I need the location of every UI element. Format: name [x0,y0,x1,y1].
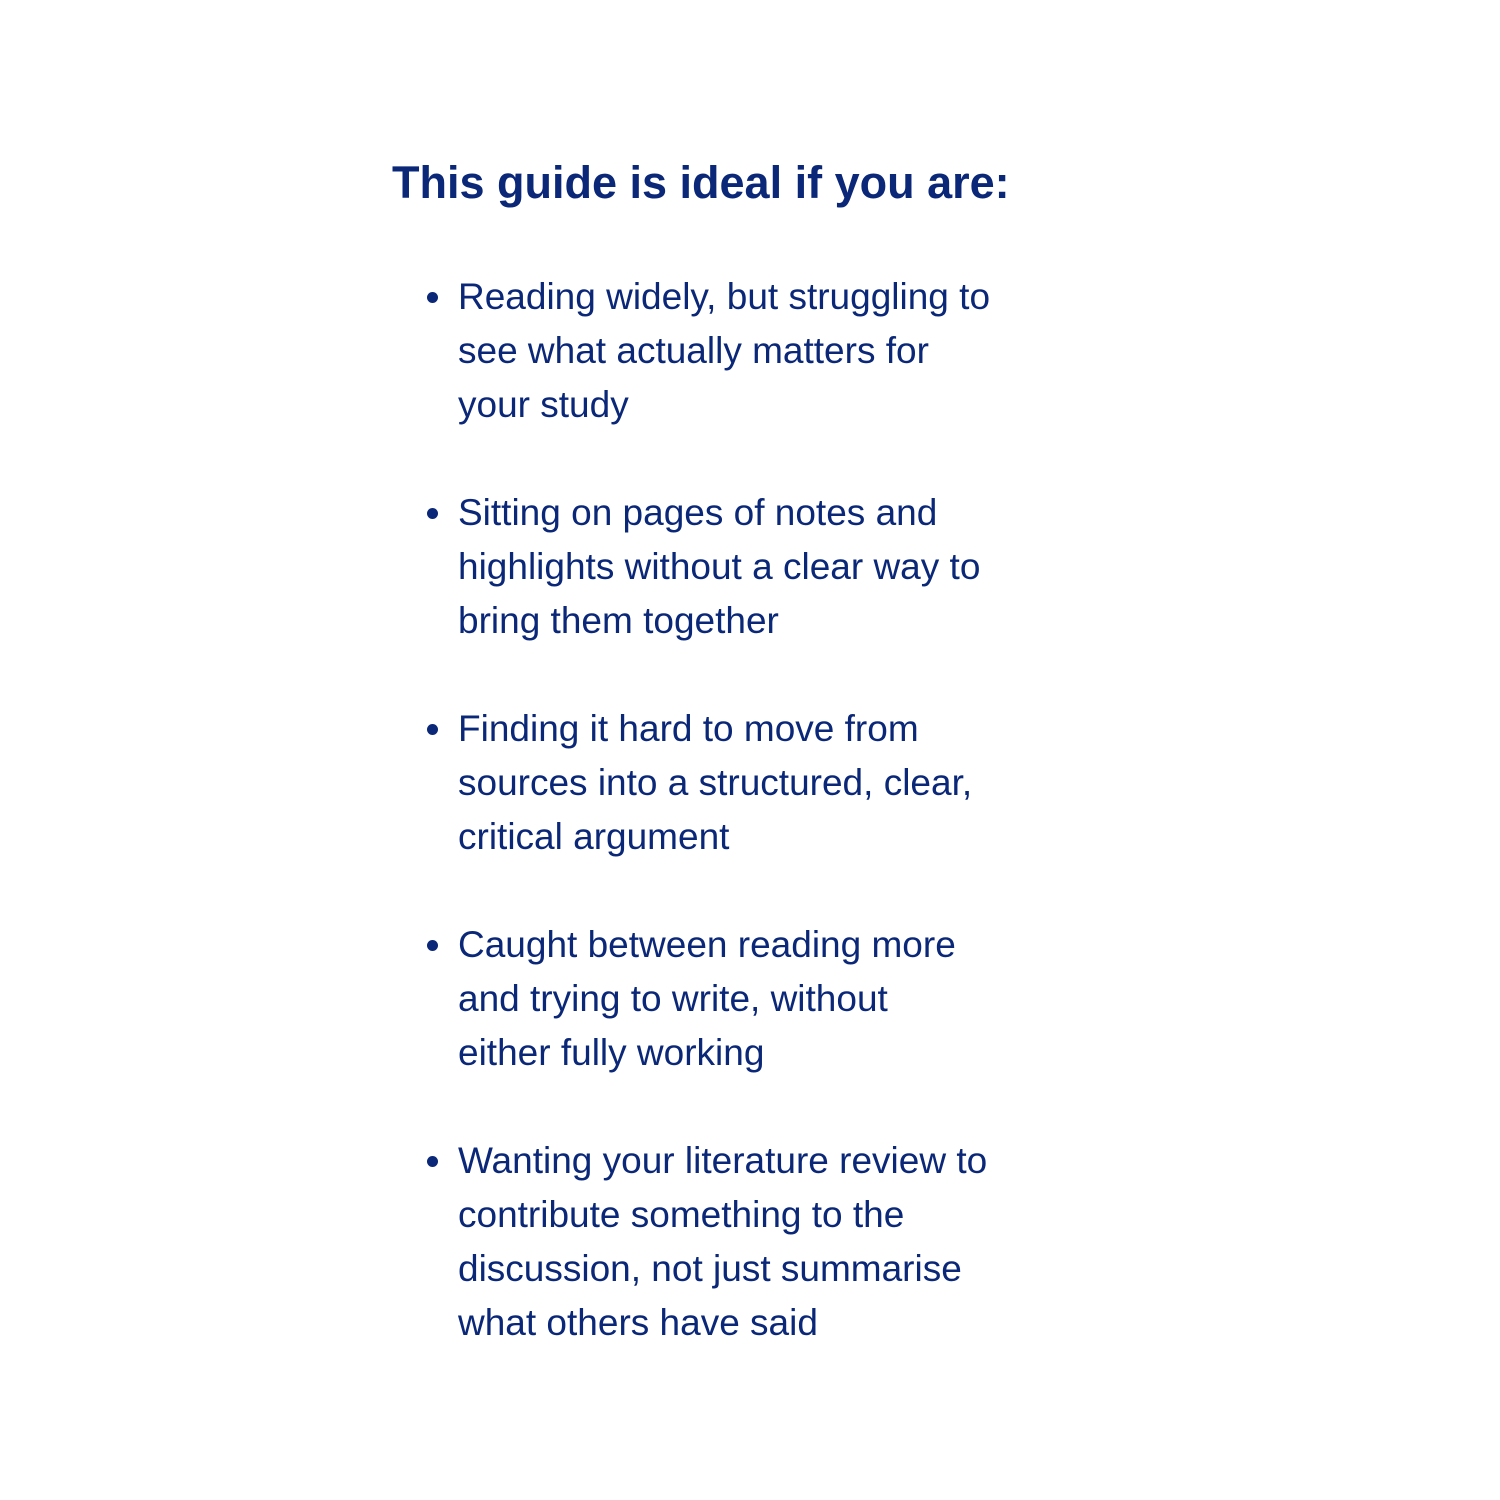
list-item-line: Caught between reading more [458,924,956,965]
list-item-line: see what actually matters for [458,330,929,371]
page-heading: This guide is ideal if you are: [392,157,1010,208]
list-item-line: discussion, not just summarise [458,1248,962,1289]
audience-list [426,270,1126,1350]
list-item-line: bring them together [458,600,779,641]
bullet-dot-icon [427,1156,438,1167]
list-item-line: Reading widely, but struggling to [458,276,991,317]
list-item [426,486,1126,648]
list-item-line: contribute something to the [458,1194,905,1235]
list-item-line: either fully working [458,1032,765,1073]
list-item-line: Finding it hard to move from [458,708,919,749]
bullet-dot-icon [427,508,438,519]
list-item-line: critical argument [458,816,730,857]
bullet-dot-icon [427,292,438,303]
list-item [426,270,1126,432]
bullet-dot-icon [427,724,438,735]
list-item-line: highlights without a clear way to [458,546,981,587]
list-item-line: and trying to write, without [458,978,888,1019]
list-item-line: Sitting on pages of notes and [458,492,938,533]
list-item-line: what others have said [458,1302,818,1343]
list-item-line: Wanting your literature review to [458,1140,988,1181]
list-item [426,1134,1126,1350]
list-item [426,918,1126,1080]
list-item [426,702,1126,864]
bullet-dot-icon [427,940,438,951]
list-item-line: your study [458,384,629,425]
list-item-line: sources into a structured, clear, [458,762,973,803]
